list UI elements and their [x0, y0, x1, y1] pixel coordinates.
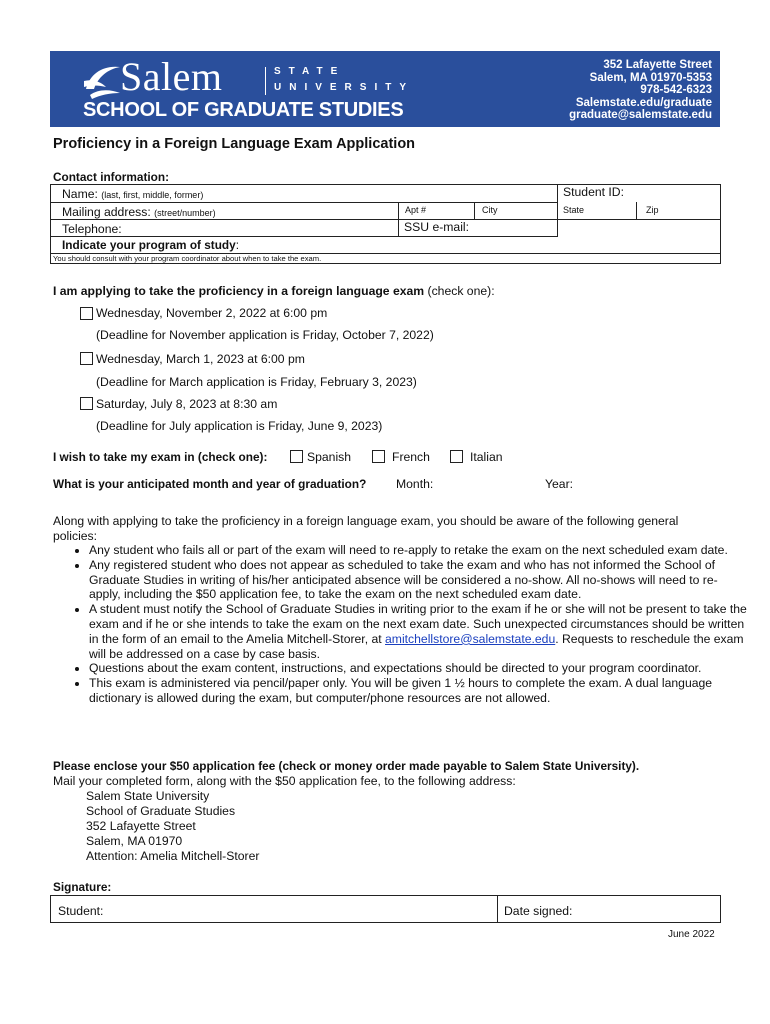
logo-state-text: STATE — [274, 66, 346, 77]
logo-divider — [265, 67, 266, 95]
policy-item — [89, 602, 749, 661]
exam-nov-deadline: (Deadline for November application is Friday, October 7, 2022) — [96, 328, 434, 342]
contact-rule-1 — [51, 202, 558, 203]
policies-list — [72, 543, 749, 706]
header-website: Salemstate.edu/graduate — [575, 96, 712, 109]
header-banner — [50, 51, 720, 127]
school-name: SCHOOL OF GRADUATE STUDIES — [83, 99, 404, 121]
exam-nov-date: Wednesday, November 2, 2022 at 6:00 pm — [96, 306, 328, 320]
policy-notify-after: . Requests to reschedule the exam will be addressed on a case by case basis. — [89, 631, 744, 661]
apply-heading — [53, 284, 495, 298]
graduation-year-field[interactable]: Year: — [545, 477, 574, 491]
address-line: 352 Lafayette Street — [86, 818, 196, 833]
language-prompt: I wish to take my exam in (check one): — [53, 450, 268, 464]
french-checkbox[interactable] — [372, 450, 385, 463]
graduation-month-field[interactable]: Month: — [396, 477, 434, 491]
policy-notify-text: A student must notify the School of Graduate Studies in writing prior to the exam if he or she will not be present to take the exam and if he or she intends to take the exam on the next exam date. Such unexpected circumstances should be written in the form of an email to the Amelia Mitchell-Storer, at — [89, 602, 747, 646]
address-line: Salem State University — [86, 789, 210, 803]
header-phone: 978-542-6323 — [640, 84, 712, 97]
contact-col-divider — [557, 185, 558, 236]
apply-heading-rest: (check one): — [424, 284, 495, 298]
city-field[interactable]: City — [482, 205, 498, 215]
exam-mar-checkbox[interactable] — [80, 352, 93, 365]
mailing-address-field[interactable] — [62, 205, 216, 219]
signature-heading: Signature: — [53, 880, 112, 894]
name-field[interactable] — [62, 187, 203, 201]
apt-field[interactable]: Apt # — [405, 205, 427, 215]
italian-checkbox[interactable] — [450, 450, 463, 463]
contact-rule-3 — [51, 236, 558, 237]
header-contact-block — [569, 59, 712, 122]
logo-wordmark: Salem — [120, 54, 223, 99]
page-title: Proficiency in a Foreign Language Exam Application — [53, 136, 416, 152]
city-divider — [474, 202, 475, 219]
name-label: Name: — [62, 187, 98, 201]
mail-instructions: Mail your completed form, along with the $50 application fee, to the following address: — [53, 774, 516, 788]
telephone-field[interactable]: Telephone: — [62, 222, 122, 236]
student-signature-field[interactable]: Student: — [58, 904, 104, 918]
graduation-prompt: What is your anticipated month and year of graduation? — [53, 477, 367, 491]
french-label: French — [392, 450, 430, 464]
mailing-address-block — [86, 789, 259, 864]
zip-divider — [636, 202, 637, 219]
program-field[interactable] — [62, 238, 239, 252]
apt-divider — [398, 202, 399, 236]
university-logo-icon — [80, 59, 124, 99]
zip-field[interactable]: Zip — [646, 205, 659, 215]
header-address: 352 Lafayette Street — [603, 59, 712, 71]
mailing-hint: (street/number) — [154, 208, 216, 218]
contact-rule-2 — [51, 219, 720, 220]
apply-heading-bold: I am applying to take the proficiency in a foreign language exam — [53, 284, 425, 298]
policy-item: • Questions about the exam content, instructions, and expectations should be directed to your program coordinator. — [89, 661, 749, 676]
mailing-label: Mailing address: — [62, 205, 151, 219]
coordinator-email-link[interactable]: amitchellstore@salemstate.edu — [385, 631, 556, 646]
policy-item: • This exam is administered via pencil/paper only. You will be given 1 ½ hours to complete the exam. A dual language dictionary is allowed during the exam, but computer/phone resources are not allowed. — [89, 676, 749, 706]
exam-mar-date: Wednesday, March 1, 2023 at 6:00 pm — [96, 352, 305, 366]
contact-heading: Contact information: — [53, 170, 169, 184]
policy-item: • Any registered student who does not appear as scheduled to take the exam and who has not informed the School of Graduate Studies in writing of his/her anticipated absence will be considered a no-show. All no-shows will need to re-apply, including the $50 application fee, to take the exam on the next scheduled exam date. — [89, 558, 749, 602]
name-hint: (last, first, middle, former) — [101, 190, 204, 200]
ssu-email-field[interactable]: SSU e-mail: — [404, 220, 470, 234]
header-email: graduate@salemstate.edu — [569, 109, 712, 122]
header-city: Salem, MA 01970-5353 — [589, 71, 712, 84]
exam-jul-checkbox[interactable] — [80, 397, 93, 410]
address-line: Attention: Amelia Mitchell-Storer — [86, 848, 260, 863]
program-label: Indicate your program of study — [62, 238, 236, 252]
program-note: You should consult with your program coordinator about when to take the exam. — [53, 254, 322, 263]
logo-university-text: UNIVERSITY — [274, 82, 415, 93]
date-signed-field[interactable]: Date signed: — [504, 904, 573, 918]
program-colon: : — [235, 238, 239, 252]
payment-heading: Please enclose your $50 application fee (check or money order made payable to Salem State University). — [53, 759, 640, 773]
exam-nov-checkbox[interactable] — [80, 307, 93, 320]
spanish-checkbox[interactable] — [290, 450, 303, 463]
exam-jul-deadline: (Deadline for July application is Friday, June 9, 2023) — [96, 419, 383, 433]
policy-item: • Any student who fails all or part of the exam will need to re-apply to retake the exam on the next scheduled exam date. — [89, 543, 749, 558]
signature-table — [50, 895, 721, 923]
spanish-label: Spanish — [307, 450, 352, 464]
address-line: Salem, MA 01970 — [86, 833, 183, 848]
italian-label: Italian — [470, 450, 503, 464]
footer-date: June 2022 — [668, 929, 715, 940]
policies-intro: Along with applying to take the proficiency in a foreign language exam, you should be aware of the following general policies: — [53, 514, 679, 543]
address-line: School of Graduate Studies — [86, 803, 236, 818]
exam-jul-date: Saturday, July 8, 2023 at 8:30 am — [96, 397, 278, 411]
exam-mar-deadline: (Deadline for March application is Friday, February 3, 2023) — [96, 375, 417, 389]
student-id-field[interactable]: Student ID: — [563, 185, 624, 199]
state-field[interactable]: State — [563, 205, 585, 215]
signature-divider — [497, 896, 498, 922]
